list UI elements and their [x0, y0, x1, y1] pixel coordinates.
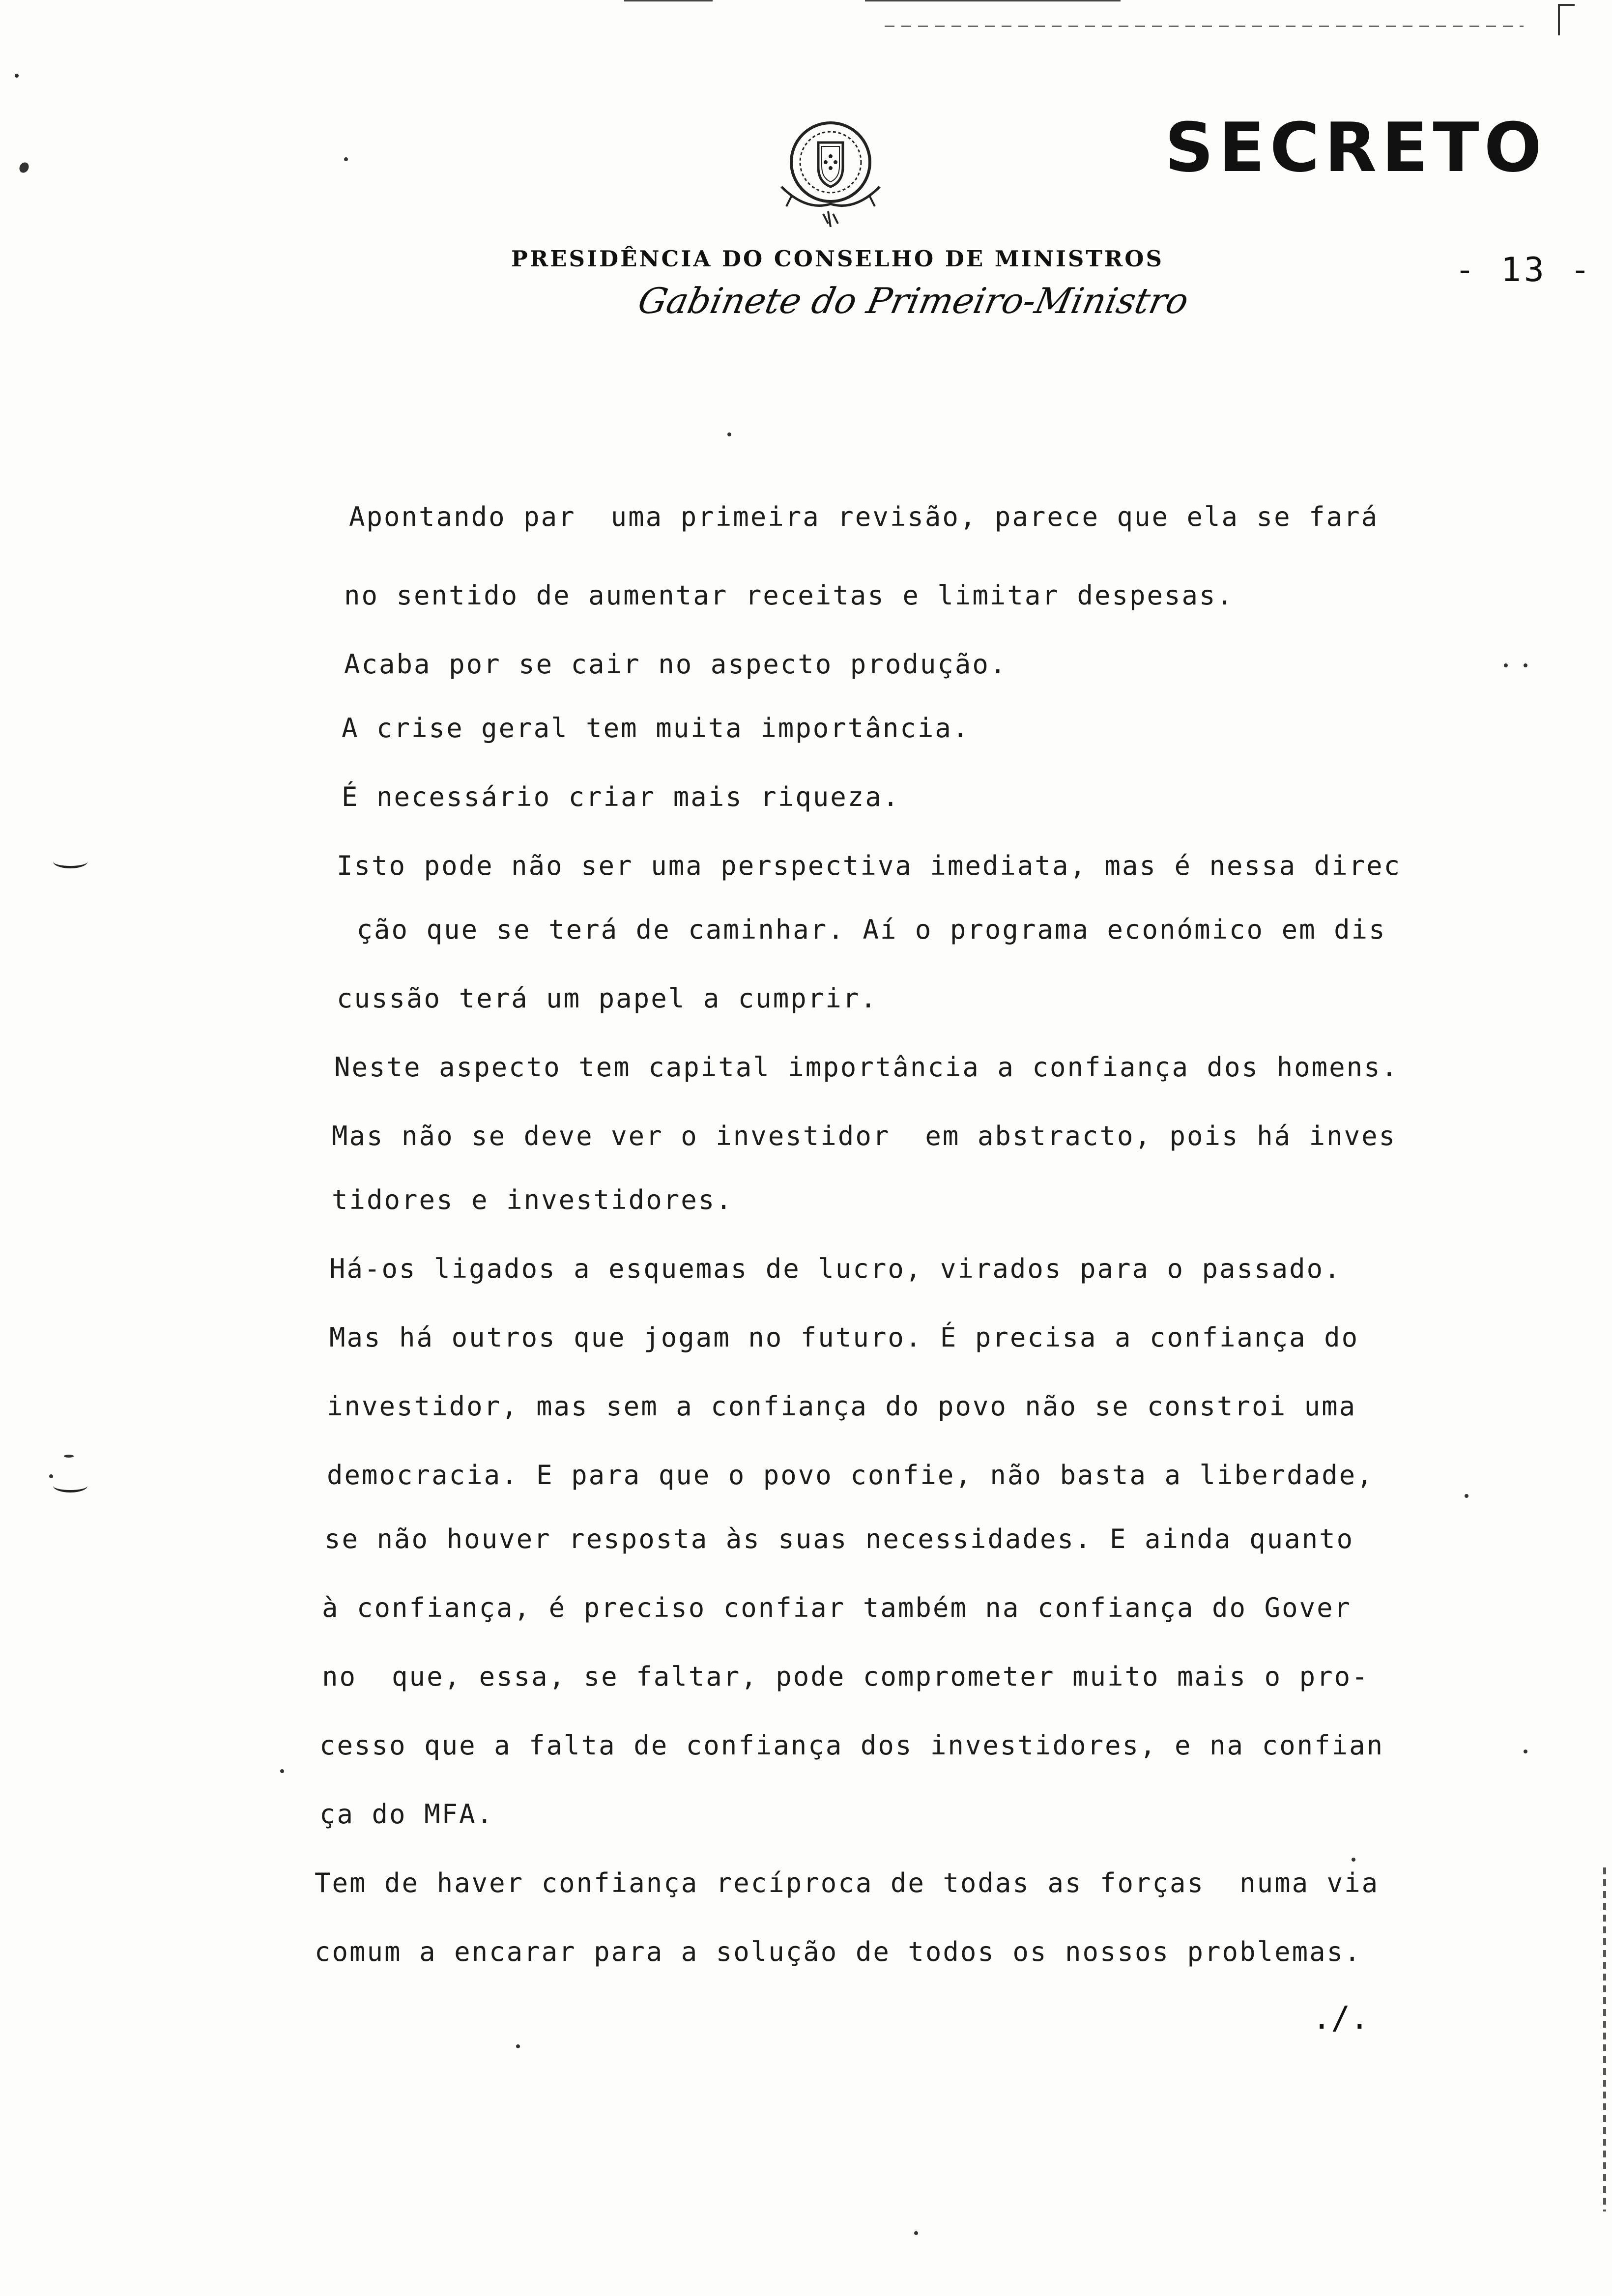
body-line: cesso que a falta de confiança dos investidores, e na confian [319, 1730, 1384, 1761]
ink-speck [64, 1455, 74, 1458]
body-line: tidores e investidores. [332, 1184, 733, 1215]
dust-speck [1352, 1858, 1355, 1862]
classification-stamp: SECRETO [1165, 108, 1547, 187]
scan-line [865, 0, 1121, 1]
dust-speck [1504, 663, 1508, 667]
body-line: ção que se terá de caminhar. Aí o programa económico em dis [339, 914, 1386, 945]
dust-speck [1524, 1750, 1527, 1753]
body-line: A crise geral tem muita importância. [342, 713, 970, 744]
body-line: investidor, mas sem a confiança do povo não se constroi uma [327, 1391, 1357, 1422]
cabinet-signature-line: Gabinete do Primeiro-Ministro [634, 280, 1192, 321]
scan-line [885, 26, 1524, 27]
scan-corner-mark [1558, 4, 1575, 35]
body-line: Tem de haver confiança recíproca de todas as forças numa via [315, 1867, 1380, 1898]
dust-speck [1524, 663, 1527, 667]
body-line: comum a encarar para a solução de todos os nossos problemas. [315, 1936, 1362, 1967]
scan-edge-artifact [1603, 1867, 1606, 2211]
body-line: Isto pode não ser uma perspectiva imediata, mas é nessa direc [337, 850, 1402, 881]
dust-speck [914, 2231, 918, 2235]
dust-speck [280, 1769, 284, 1773]
body-line: Mas há outros que jogam no futuro. É precisa a confiança do [329, 1322, 1359, 1353]
margin-bracket-mark [53, 855, 87, 868]
body-line: Mas não se deve ver o investidor em abstracto, pois há inves [332, 1120, 1397, 1151]
margin-bracket-mark [53, 1479, 87, 1492]
body-line: Neste aspecto tem capital importância a confiança dos homens. [334, 1052, 1399, 1083]
body-line: no sentido de aumentar receitas e limitar despesas. [344, 580, 1235, 611]
body-line: no que, essa, se faltar, pode comprometer muito mais o pro- [322, 1661, 1369, 1692]
page-number: - 13 - [1455, 251, 1593, 289]
continuation-mark: ./. [1312, 2000, 1369, 2037]
body-line: democracia. E para que o povo confie, não basta a liberdade, [327, 1460, 1374, 1491]
body-line: se não houver resposta às suas necessidades. E ainda quanto [324, 1523, 1354, 1554]
body-line: Acaba por se cair no aspecto produção. [344, 649, 1008, 680]
body-line: Há-os ligados a esquemas de lucro, virados para o passado. [329, 1253, 1342, 1284]
portuguese-coat-of-arms-icon [767, 113, 894, 231]
ink-speck [18, 161, 31, 174]
body-line: à confiança, é preciso confiar também na confiança do Gover [322, 1592, 1352, 1623]
office-heading: PRESIDÊNCIA DO CONSELHO DE MINISTROS [511, 246, 1164, 272]
dust-speck [344, 157, 348, 161]
dust-speck [727, 432, 731, 436]
dust-speck [1465, 1494, 1468, 1498]
dust-speck [15, 74, 19, 78]
dust-speck [516, 2044, 520, 2048]
body-line: cussão terá um papel a cumprir. [337, 983, 878, 1014]
body-line: ça do MFA. [319, 1799, 494, 1830]
scan-line [624, 0, 713, 1]
body-line: É necessário criar mais riqueza. [342, 781, 900, 812]
body-line: Apontando par uma primeira revisão, parece que ela se fará [349, 501, 1379, 532]
dust-speck [49, 1474, 53, 1478]
